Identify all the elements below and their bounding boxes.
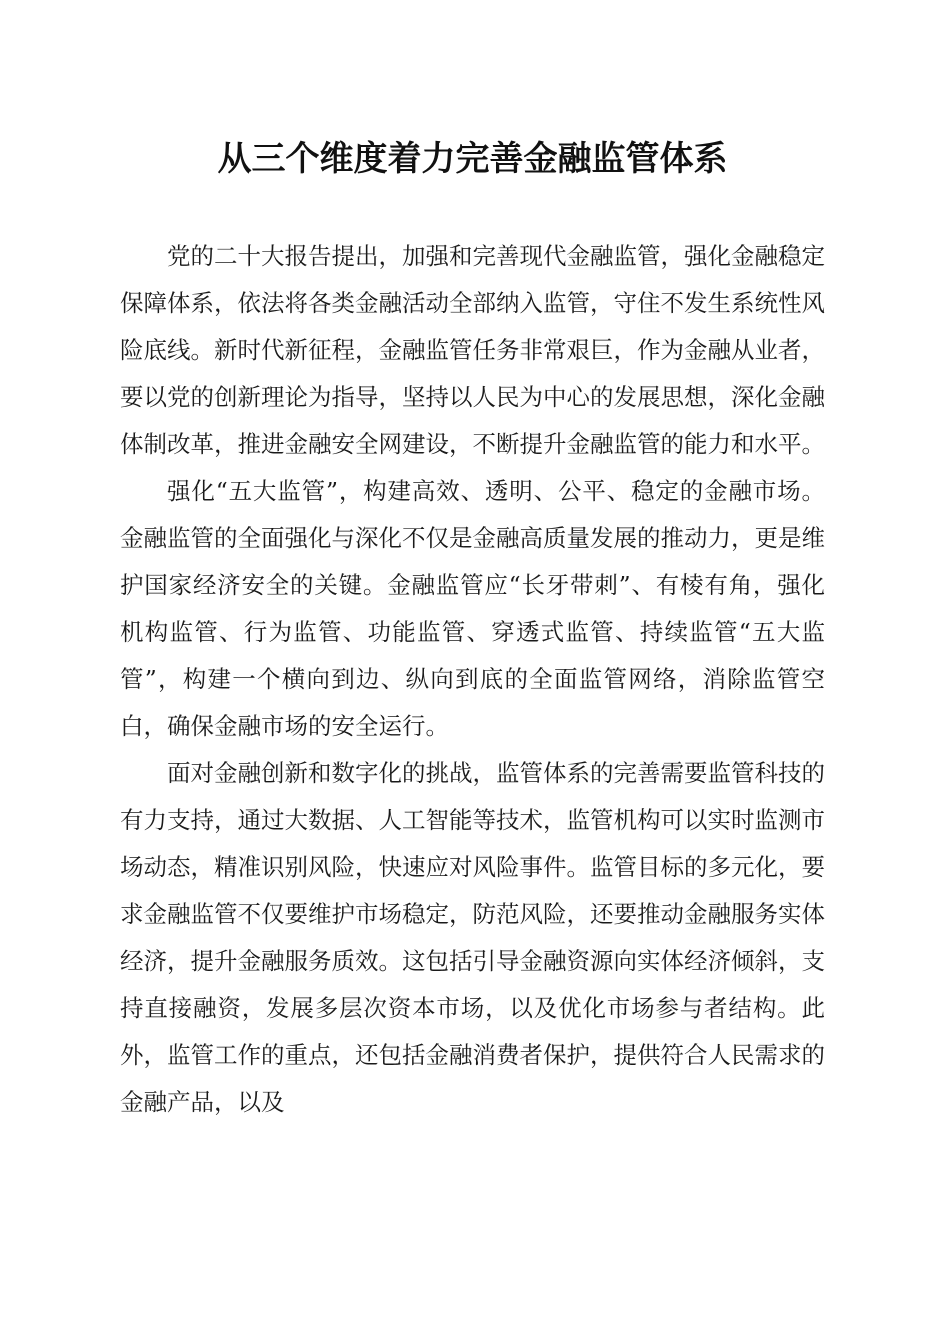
paragraph-3: 面对金融创新和数字化的挑战，监管体系的完善需要监管科技的有力支持，通过大数据、人工智能等技术，监管机构可以实时监测市场动态，精准识别风险，快速应对风险事件。监管目标的多元化，要求金融监管不仅要维护市场稳定，防范风险，还要推动金融服务实体经济，提升金融服务质效。这包括引导金融资源向实体经济倾斜，支持直接融资，发展多层次资本市场，以及优化市场参与者结构。此外，监管工作的重点，还包括金融消费者保护，提供符合人民需求的金融产品，以及 <box>120 759 825 1116</box>
paragraph-2: 强化“五大监管”，构建高效、透明、公平、稳定的金融市场。金融监管的全面强化与深化不仅是金融高质量发展的推动力，更是维护国家经济安全的关键。金融监管应“长牙带刺”、有棱有角，强化机构监管、行为监管、功能监管、穿透式监管、持续监管“五大监管”，构建一个横向到边、纵向到底的全面监管网络，消除监管空白，确保金融市场的安全运行。 <box>120 477 825 740</box>
document-title: 从三个维度着力完善金融监管体系 <box>217 139 728 179</box>
paragraph-1: 党的二十大报告提出，加强和完善现代金融监管，强化金融稳定保障体系，依法将各类金融活动全部纳入监管，守住不发生系统性风险底线。新时代新征程，金融监管任务非常艰巨，作为金融从业者，要以党的创新理论为指导，坚持以人民为中心的发展思想，深化金融体制改革，推进金融安全网建设，不断提升金融监管的能力和水平。 <box>120 242 825 458</box>
document-body <box>120 233 825 1126</box>
